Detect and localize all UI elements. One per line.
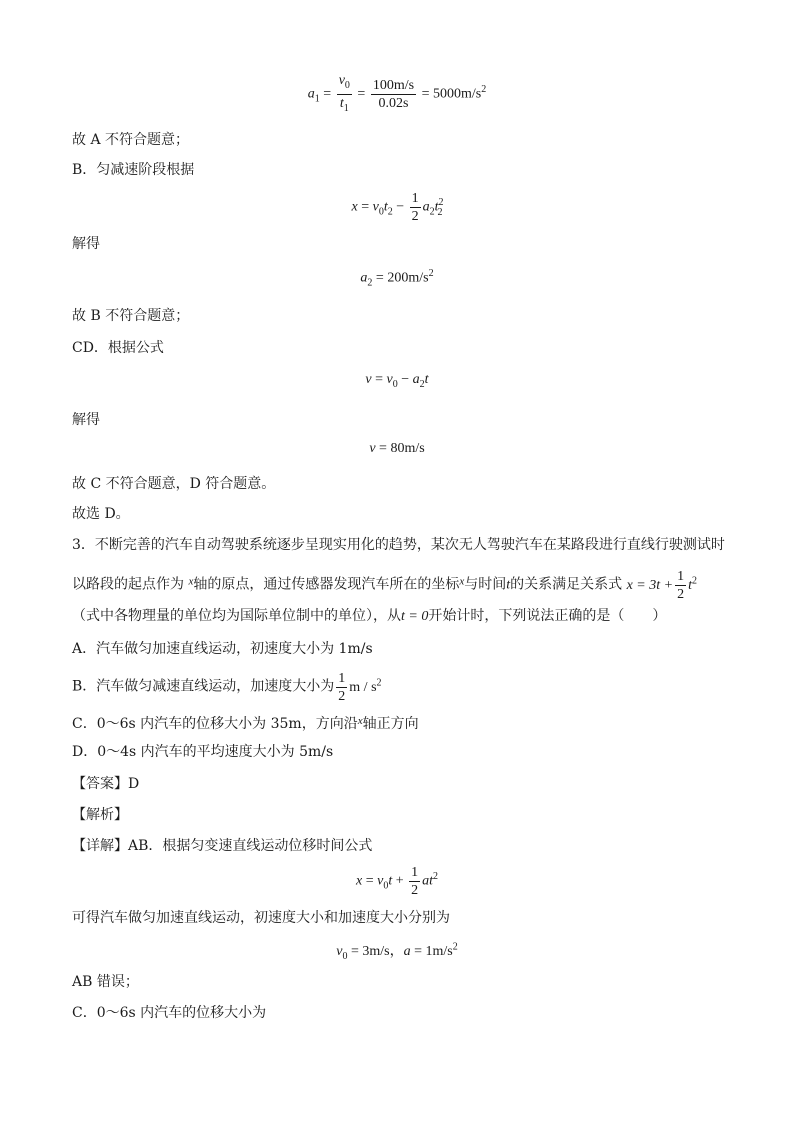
question-3-stem: 3．不断完善的汽车自动驾驶系统逐步呈现实用化的趋势，某次无人驾驶汽车在某路段进行直线行驶测试时 <box>72 537 725 553</box>
text-line: 可得汽车做匀加速直线运动，初速度大小和加速度大小分别为 <box>72 910 450 926</box>
text-line: 解得 <box>72 236 100 252</box>
option-c: C．0～6s 内汽车的位移大小为 35m，方向沿$^x$轴正方向 <box>72 715 419 732</box>
question-3-stem-line3: （式中各物理量的单位均为国际单位制中的单位），从t = 0开始计时，下列说法正确的是（ ） <box>72 608 667 624</box>
text-line: CD．根据公式 <box>72 340 164 356</box>
analysis-heading: 【解析】 <box>72 807 128 823</box>
text-line: 故 A 不符合题意； <box>72 132 190 148</box>
text-line: 故 C 不符合题意，D 符合题意。 <box>72 476 276 492</box>
answer-line: 【答案】D <box>72 776 140 792</box>
text-line: 解得 <box>72 412 100 428</box>
detail-line: 【详解】AB．根据匀变速直线运动位移时间公式 <box>72 838 373 854</box>
option-a: A．汽车做匀加速直线运动，初速度大小为 1m/s <box>72 641 373 657</box>
equation-displacement-decel: $x = v_0t_2$ − $\frac{1}{2}$ $a_2t^2_2$ <box>351 191 444 224</box>
equation-a2-value: $a_2 = 200m/s^2$ <box>360 268 434 289</box>
equation-initial-values: $v_0 = 3m/s$，$a = 1m/s^2$ <box>336 941 458 962</box>
text-line: B．匀减速阶段根据 <box>72 162 195 178</box>
equation-acceleration-a1: $a_1$ = $\frac{v_0}{t_1}$ = $\frac{100m/s}{0.02s}$ = $5000m/s^2$ <box>307 73 487 114</box>
option-b: B．汽车做匀减速直线运动，加速度大小为 $\frac{1}{2}$ m / $s^2$ <box>72 671 382 704</box>
text-line: AB 错误； <box>72 974 139 990</box>
text-line: 故选 D。 <box>72 506 130 522</box>
text-line: 故 B 不符合题意； <box>72 308 190 324</box>
equation-displacement-formula: $x = v_0t$ + $\frac{1}{2}$ $at^2$ <box>355 865 439 898</box>
question-3-stem-line2: 以路段的起点作为 $^x$轴的原点，通过传感器发现汽车所在的坐标$^x$与时间t的关系满足关系式 x = 3t + $\frac{1}{2}$ $t^2$ <box>72 569 697 602</box>
equation-velocity-formula: $v = v_0 - a_2t$ <box>365 372 429 390</box>
equation-velocity-result: v = 80m/s <box>369 441 425 456</box>
text-line: C．0～6s 内汽车的位移大小为 <box>72 1005 267 1021</box>
option-d: D．0～4s 内汽车的平均速度大小为 5m/s <box>72 744 334 760</box>
